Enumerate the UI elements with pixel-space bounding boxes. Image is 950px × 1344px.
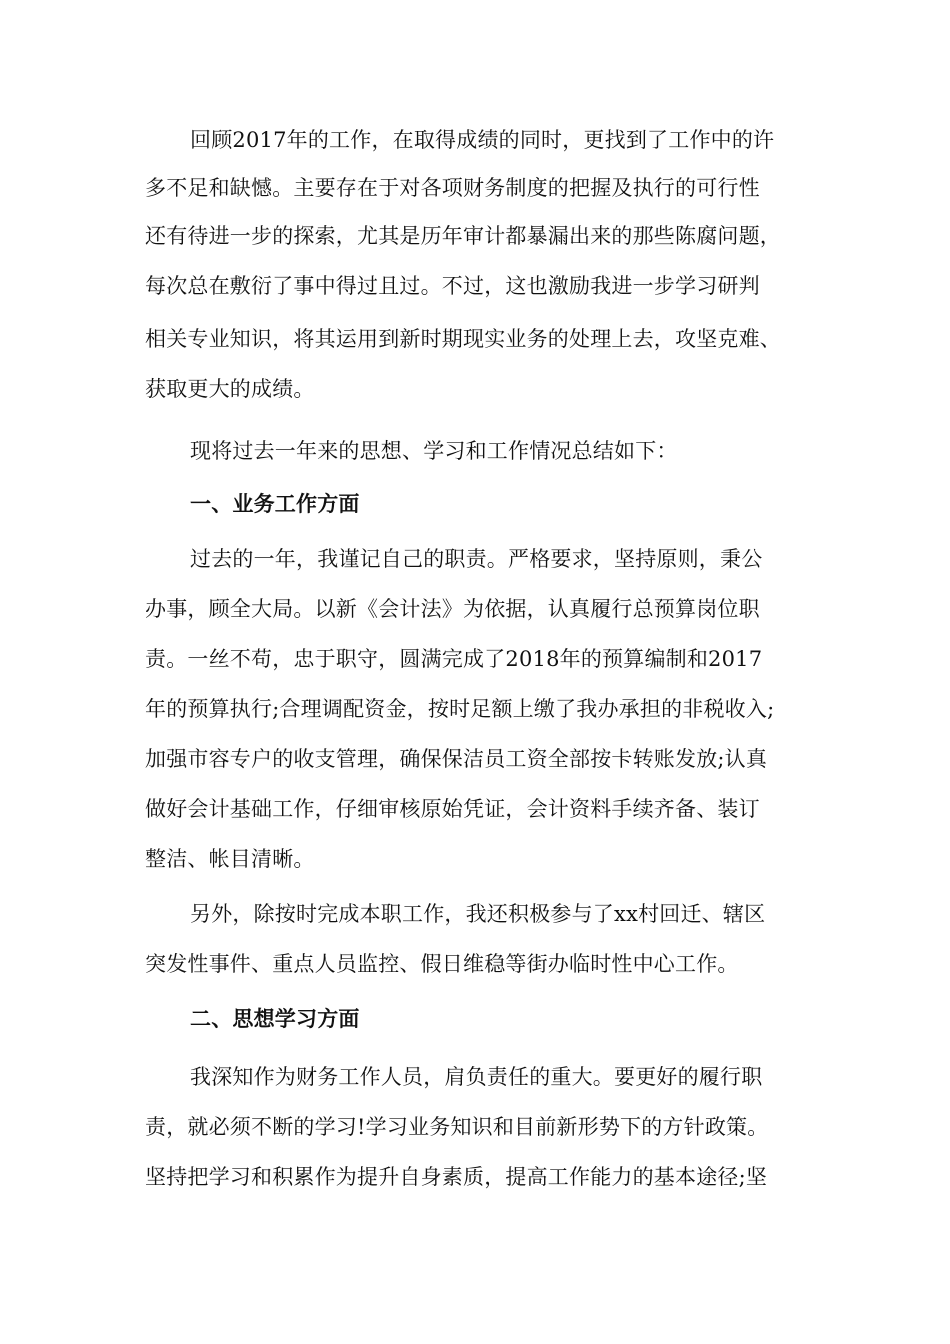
section-heading-business-work: 一、业务工作方面 xyxy=(190,492,360,516)
text-line: 办事，顾全大局。以新《会计法》为依据，认真履行总预算岗位职 xyxy=(145,597,760,621)
text-line: 责，就必须不断的学习!学习业务知识和目前新形势下的方针政策。 xyxy=(145,1115,769,1139)
text-line: 坚持把学习和积累作为提升自身素质，提高工作能力的基本途径;坚 xyxy=(145,1165,768,1189)
text-line: 另外，除按时完成本职工作，我还积极参与了xx村回迁、辖区 xyxy=(190,902,766,926)
text-line: 每次总在敷衍了事中得过且过。不过，这也激励我进一步学习研判 xyxy=(145,274,760,298)
text-line: 我深知作为财务工作人员，肩负责任的重大。要更好的履行职 xyxy=(190,1065,763,1089)
text-line: 责。一丝不苟，忠于职守，圆满完成了2018年的预算编制和2017 xyxy=(145,647,763,671)
text-line: 做好会计基础工作，仔细审核原始凭证，会计资料手续齐备、装订 xyxy=(145,797,760,821)
text-line: 加强市容专户的收支管理，确保保洁员工资全部按卡转账发放;认真 xyxy=(145,747,768,771)
text-line: 还有待进一步的探索，尤其是历年审计都暴漏出来的那些陈腐问题， xyxy=(145,224,781,248)
text-line: 多不足和缺憾。主要存在于对各项财务制度的把握及执行的可行性 xyxy=(145,176,760,200)
section-heading-ideology-study: 二、思想学习方面 xyxy=(190,1007,360,1031)
text-line: 年的预算执行;合理调配资金，按时足额上缴了我办承担的非税收入; xyxy=(145,697,775,721)
text-line: 相关专业知识，将其运用到新时期现实业务的处理上去，攻坚克难、 xyxy=(145,327,781,351)
text-line: 突发性事件、重点人员监控、假日维稳等街办临时性中心工作。 xyxy=(145,952,739,976)
text-line: 过去的一年，我谨记自己的职责。严格要求，坚持原则，秉公 xyxy=(190,547,763,571)
text-line: 整洁、帐目清晰。 xyxy=(145,847,315,871)
text-line: 现将过去一年来的思想、学习和工作情况总结如下： xyxy=(190,439,678,463)
text-line: 获取更大的成绩。 xyxy=(145,377,315,401)
text-line: 回顾2017年的工作，在取得成绩的同时，更找到了工作中的许 xyxy=(190,128,775,152)
